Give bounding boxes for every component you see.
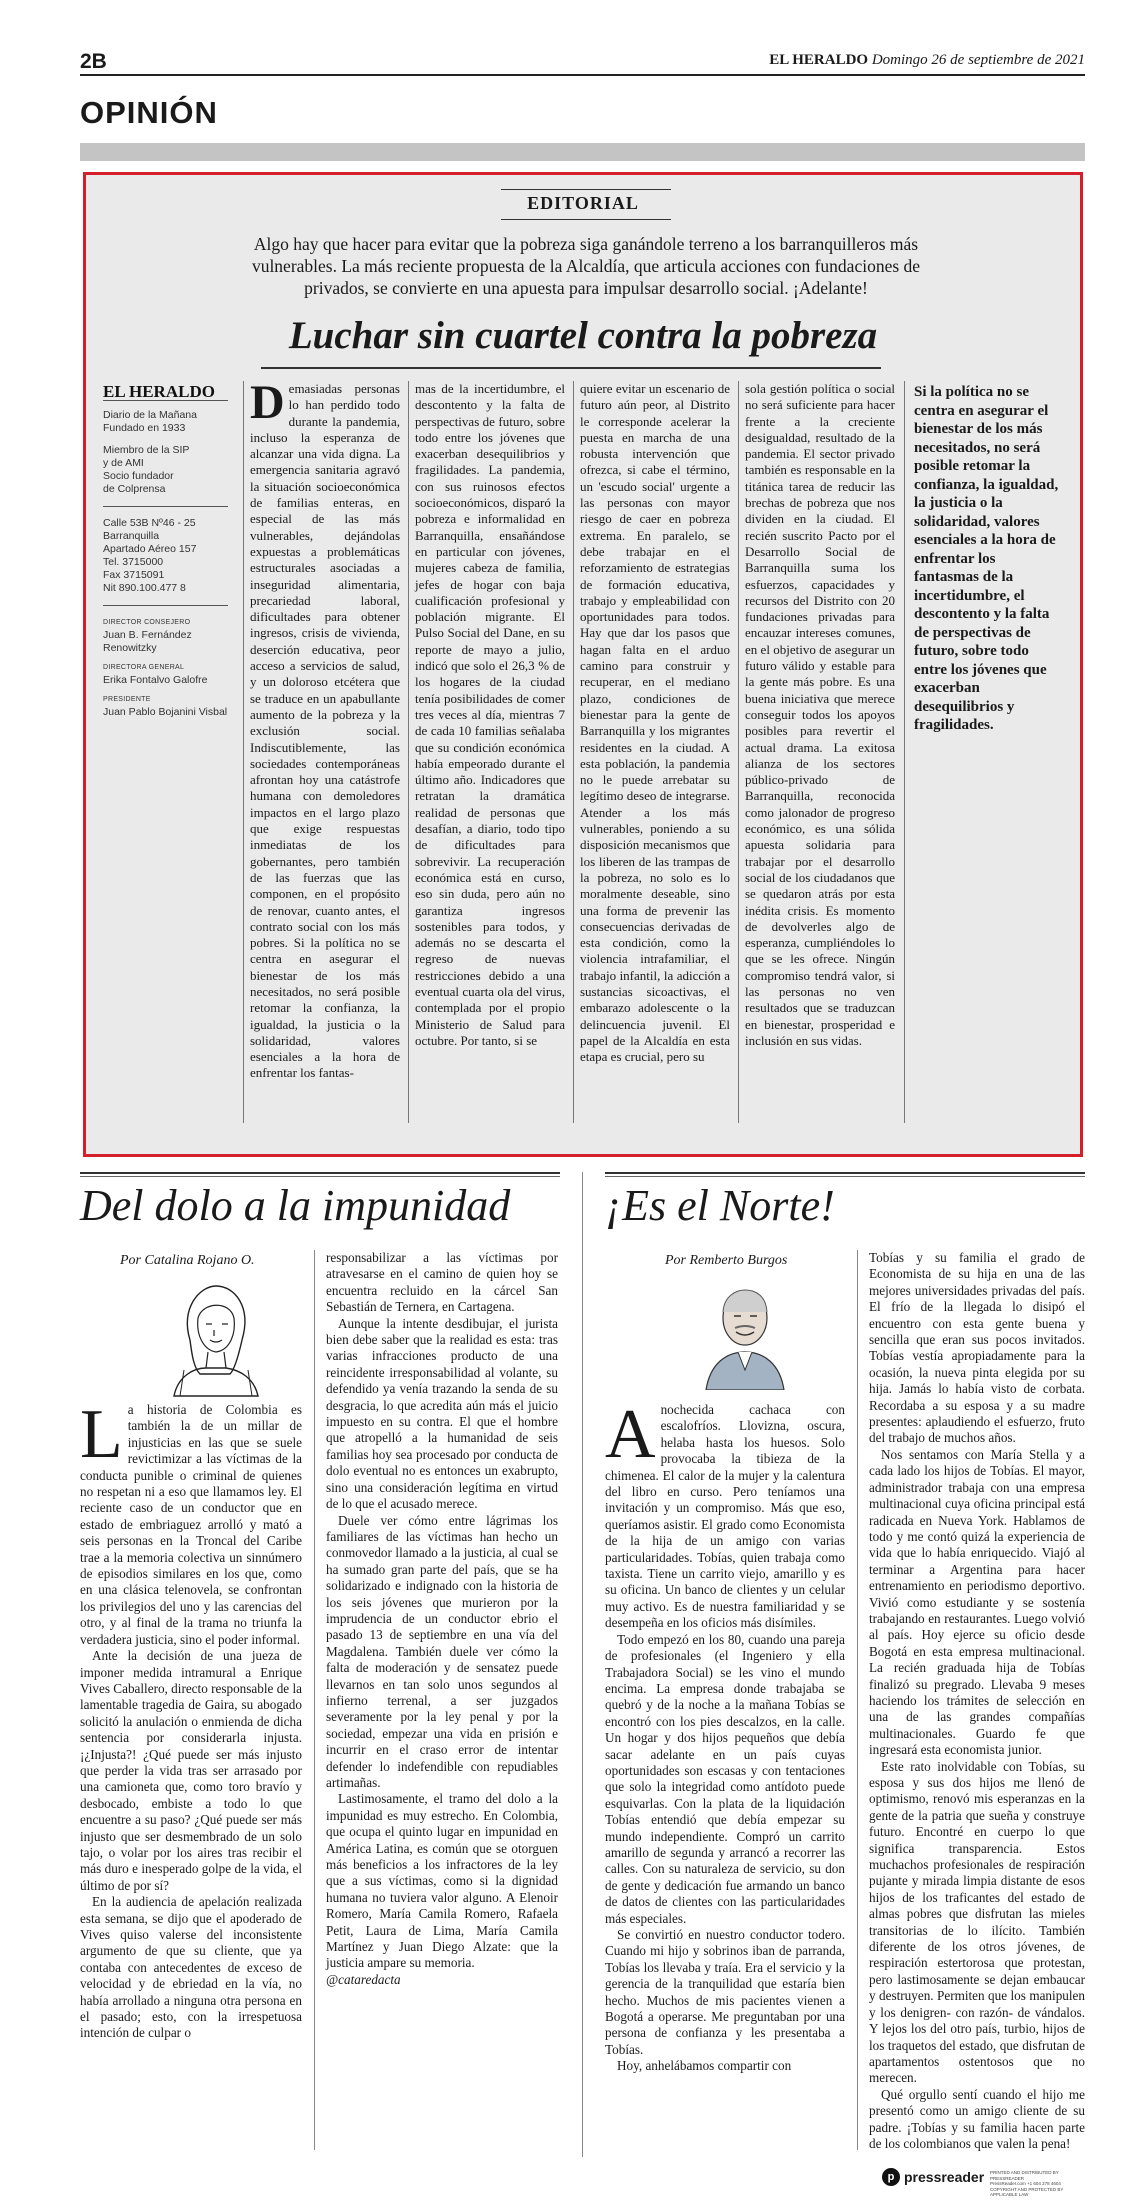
column-top-rule-thin bbox=[605, 1176, 1085, 1177]
paragraph: a historia de Colombia es también la de un millar de injusticias en las que se suele revictimizar a las víctimas de la conducta punible o criminal de quienes no respetan ni a eso que llamamos ley. El reciente caso de un conductor que en estado de embriaguez arrolló y mató a seis personas en la Troncal del Caribe trae a la memoria colectiva un sinnúmero de episodios similares en los que, como en una clásica telenovela, se confrontan los privilegios del uno y las carencias del otro, y al final de la trama no triunfa la verdadera justicia, sino el poder informal. bbox=[80, 1402, 302, 1647]
edition-date: Domingo 26 de septiembre de 2021 bbox=[871, 52, 1085, 68]
publication-name: EL HERALDO bbox=[769, 52, 869, 68]
fineprint-line: PressReader.com +1 604 278 4604 bbox=[990, 2181, 1061, 2186]
paragraph: Este rato inolvidable con Tobías, su esposa y sus dos hijos me llenó de optimismo, renovó mis esperanzas en la gente de la patria que sueña y construye futuro. Encontré en cuerpo lo que significa transparencia. Estos muchachos profesionales de respiración pujante y mirada limpia distante de esos hijos de los traficantes del estado de almas pobres que disfrutan las mieles transitorias de lo ilícito. También diferente de los otros jóvenes, de respiración estertorosa que protestan, pero lastimosamente se dejan embaucar y destruyen. Permiten que los manipulen y los denigren- con razón- de vándalos. Y lejos los del otro país, turbio, hijos de los traquetos del estado, que disfrutan de apartamentos ostentosos que no merecen. bbox=[869, 1758, 1085, 2086]
masthead-address: Fax 3715091 bbox=[103, 569, 165, 581]
kicker-rule-top bbox=[501, 189, 671, 190]
masthead-rule bbox=[103, 605, 228, 606]
editorial-column-3: quiere evitar un escenario de futuro aún peor, al Distrito le corresponde acelerar la puesta en marcha de una robusta intervención que ofrezca, si cabe el término, un 'escudo social' urgente a las personas con mayor riesgo de caer en pobreza extrema. En paralelo, se debe trabajar en el reforzamiento de estrategias de formación educativa, trabajo y empleabilidad con oportunidades para todos. Hay que dar los pasos que hagan falta en el arduo camino para construir y recuperar, en el mediano plazo, condiciones de bienestar para la gente de Barranquilla y los migrantes residentes en la ciudad. A esta población, la pandemia no le puede arrebatar su legítimo deseo de integrarse. Atender a los más vulnerables, poniendo a su disposición mecanismos que los liberen de las trampas de la pobreza, no solo es lo moralmente deseable, sino una forma de prevenir las consecuencias derivadas de esta condición, como la violencia intrafamiliar, el trabajo infantil, la adicción a sustancias sicoactivas, el embarazo adolescente o la delincuencia juvenil. El papel de la Alcaldía en esta etapa es crucial, pero su bbox=[580, 381, 730, 1065]
column-rule bbox=[904, 381, 905, 1123]
paragraph: Hoy, anhelábamos compartir con bbox=[617, 2058, 792, 2074]
column-rule bbox=[314, 1250, 315, 2150]
drop-cap: A bbox=[605, 1396, 656, 1473]
column-text: emasiadas personas lo han perdido todo durante la pandemia, incluso la esperanza de alcanzar una vida digna. La emergencia sanitaria agravó la situación socioeconómica de familias enteras, en especial de las más vulnerables, dejándolas expuestas a problemáticas estructurales asociadas a inseguridad alimentaria, precariedad laboral, dificultades para obtener ingresos, crisis de vivienda, deserción educativa, peor acceso a servicios de salud, y un doloroso etcétera que se traduce en un apabullante aumento de la pobreza y la exclusión social. Indiscutiblemente, las sociedades contemporáneas afrontan hoy una catástrofe humana con demoledores impactos en el largo plazo que exige respuestas inmediatas de los gobernantes, pero también de las fuerzas que las componen, en el propósito de renovar, cuanto antes, el contrato social con los más pobres. Si la política no se centra en asegurar el bienestar de los más necesitados, no será posible retomar la confianza, la igualdad, la justicia o la solidaridad, valores esenciales a la hora de enfrentar los fantas- bbox=[250, 381, 400, 1081]
masthead-line: de Colprensa bbox=[103, 483, 166, 495]
author-handle: @cataredacta bbox=[326, 1971, 401, 1987]
fineprint-line: COPYRIGHT AND PROTECTED BY APPLICABLE LAW bbox=[990, 2186, 1064, 2197]
editorial-column-1 bbox=[250, 376, 400, 1082]
paragraph: nochecida cachaca con escalofríos. Llovizna, oscura, helaba hasta los huesos. Solo provocaba la tibieza de la chimenea. El calor de la mujer y la calentura del libro en curso. Pero teníamos una invitación y un compromiso. Más que eso, queríamos asistir. El grado como Economista de la hija de un amigo con varias particularidades. Tobías, quien trabaja como taxista. Tiene un carrito viejo, amarillo y es su oficina. Un banco de clientes y un celular muy activo. Es de nuestra familiaridad y se desempeña en los oficios más disímiles. bbox=[605, 1402, 845, 1631]
masthead-person: Juan Pablo Bojanini Visbal bbox=[103, 706, 228, 718]
masthead-address: Barranquilla bbox=[103, 530, 160, 542]
column-right-title: ¡Es el Norte! bbox=[605, 1181, 835, 1230]
pressreader-brand: pressreader bbox=[904, 2169, 985, 2185]
masthead-role: DIRECTORA GENERAL bbox=[103, 664, 185, 671]
editorial-column-2: mas de la incertidumbre, el descontento y la falta de perspectivas de futuro, sobre todo entre los jóvenes que exacerban desequilibrios y fragilidades. La pandemia, con sus ruinosos efectos socioeconómicos, disparó la pobreza e informalidad en Barranquilla, ensañándose en particular con jóvenes, mujeres cabeza de familia, jefes de hogar con baja cualificación profesional y población migrante. El Pulso Social del Dane, en su reporte de mayo a julio, indicó que solo el 26,3 % de los hogares de la ciudad tenía posibilidades de comer tres veces al día, mientras 7 de cada 10 familias señalaba que su condición económica había empeorado durante el último año. Indicadores que retratan la dramática realidad de personas que desafían, a diario, todo tipo de dificultades para sobrevivir. La recuperación económica está en curso, eso sin duda, pero aún no garantiza ingresos sostenibles para todos, y además no se descarta el regreso de nuevas restricciones debido a una eventual cuarta ola del virus, contemplada por el propio Ministerio de Salud para octubre. Por tanto, si se bbox=[415, 381, 565, 1048]
author-portrait-icon bbox=[700, 1278, 790, 1390]
column-rule bbox=[243, 381, 244, 1123]
pressreader-logo bbox=[882, 2168, 984, 2186]
section-band bbox=[80, 143, 1085, 161]
paragraph: Nos sentamos con María Stella y a cada lado los hijos de Tobías. El mayor, administrador trabaja con una empresa multinacional cuya oficina principal está radicada en Nueva York. Hablamos de todo y me contó quizá la experiencia de vida que lo había enriquecido. Viajó al terminar a Argentina para hacer entrenamiento en periodismo deportivo. Vivió como estudiante y se sostenía trabajando en restaurantes. Luego volvió al país. Hoy ejerce su oficio desde Bogotá en esta empresa multinacional. La recién graduada hija de Tobías finalizó su pregrado. Llevaba 9 meses haciendo los trámites de selección en una de las grandes compañías multinacionales. Guardo fe que ingresará esta economista junior. bbox=[869, 1446, 1085, 1758]
paragraph: Lastimosamente, el tramo del dolo a la impunidad es muy estrecho. En Colombia, que ocupa el quinto lugar en impunidad en América Latina, es común que se otorguen más beneficios a los infractores de la ley que a sus víctimas, como si la dignidad humana no tuviera valor alguno. A Elenoir Romero, María Camila Romero, Rafaela Petit, Laura de Lima, María Camila Martínez y Juan Diego Alzate: que la justicia ampare su memoria. bbox=[326, 1791, 558, 1971]
masthead-line: y de AMI bbox=[103, 457, 144, 469]
header-publication-date bbox=[769, 52, 1085, 69]
column-top-rule bbox=[80, 1172, 560, 1174]
masthead-rule bbox=[103, 506, 228, 507]
column-right-text-1 bbox=[605, 1396, 845, 2075]
column-left-byline: Por Catalina Rojano O. bbox=[120, 1253, 255, 1268]
editorial-column-4: sola gestión política o social no será suficiente para hacer frente a la creciente desigualdad, resultado de la pandemia. El sector privado también es responsable en la titánica tarea de reducir las brechas de pobreza que nos dividen en la ciudad. El recién suscrito Pacto por el Desarrollo Social de Barranquilla suma los esfuerzos, capacidades y recursos del Distrito con 20 fundaciones privadas para encauzar intereses comunes, en el objetivo de asegurar un futuro válido y estable para la gente más pobre. Es una buena iniciativa que merece conseguir todos los apoyos posibles para revertir el actual drama. La exitosa alianza de los sectores público-privado de Barranquilla, reconocida como jalonador de progreso económico, es una sólida apuesta solidaria para trabajar por el desarrollo social de los ciudadanos que se quedaron atrás por esta inédita crisis. Es momento de devolverles algo de esperanza, cumpliéndoles lo que se les ofrece. Ningún compromiso tendrá valor, si las personas no ven resultados que se traduzcan en bienestar, prosperidad e inclusión en sus vidas. bbox=[745, 381, 895, 1048]
column-left-text-1 bbox=[80, 1396, 302, 2042]
fineprint-line: PRINTED AND DISTRIBUTED BY PRESSREADER bbox=[990, 2170, 1059, 2181]
paragraph: Todo empezó en los 80, cuando una pareja de profesionales (el Ingeniero y ella Trabajadora Social) se les vino el mundo encima. La empresa donde trabajaba se quebró y de la noche a la mañana Tobías se encontró con los pies descalzos, en la calle. Un hogar y dos hijos pequeños que debía sacar adelante en un país cuyas oportunidades son escasas y con tentaciones que solo la integridad como antídoto puede esquivarlas. Con la plata de la liquidación Tobías entendió que debía empezar su mundo independiente. Compró un carrito amarillo de segunda y arrancó a recorrer las calles. Con su naturaleza de servicio, su don de gente y dedicación fue armando un banco de datos de clientes con las particularidades más especiales. bbox=[605, 1631, 845, 1926]
paragraph: En la audiencia de apelación realizada esta semana, se dijo que el apoderado de Vives quiso valerse del inconsistente argumento de que su cliente, que ya contaba con antecedentes de exceso de velocidad y de ebriedad en la vía, no había arrollado a ninguna otra persona en el pasado; esto, con la irrespetuosa intención de culpar o bbox=[80, 1894, 302, 2041]
masthead-line: Fundado en 1933 bbox=[103, 422, 186, 434]
masthead-role: PRESIDENTE bbox=[103, 696, 151, 703]
masthead-line: Diario de la Mañana bbox=[103, 409, 197, 421]
pressreader-fineprint bbox=[990, 2170, 1090, 2198]
headline-rule bbox=[261, 367, 881, 369]
page-header bbox=[80, 50, 1085, 72]
paragraph: Ante la decisión de una jueza de imponer medida intramural a Enrique Vives Caballero, directo responsable de la lamentable tragedia de Gaira, su abogado solicitó la anulación o enmienda de dicha sentencia por considerarla injusta. ¡¿Injusta?! ¿Qué puede ser más injusto que perder la vida tras ser arrasado por una camioneta que, como toro bravío y desbocado, embiste a todo lo que encuentre a su paso? ¿Qué puede ser más injusto que ser desmembrado de un solo tajo, o volar por los aires tras recibir el más duro e inesperado golpe de la vida, el último de por sí? bbox=[80, 1648, 302, 1893]
page-number: 2B bbox=[80, 50, 107, 73]
masthead-logo: EL HERALDO bbox=[103, 385, 228, 401]
masthead-address: Tel. 3715000 bbox=[103, 556, 164, 568]
column-right-text-2 bbox=[869, 1250, 1085, 2152]
column-rule bbox=[573, 381, 574, 1123]
pressreader-icon: p bbox=[882, 2168, 900, 2186]
masthead-line: Socio fundador bbox=[103, 470, 174, 482]
masthead bbox=[103, 382, 228, 719]
editorial-kicker: EDITORIAL bbox=[527, 193, 639, 213]
page-divider bbox=[582, 1172, 583, 2157]
column-left-title: Del dolo a la impunidad bbox=[80, 1181, 511, 1230]
masthead-person: Erika Fontalvo Galofre bbox=[103, 674, 208, 686]
editorial-deck: Algo hay que hacer para evitar que la pobreza siga ganándole terreno a los barranquilleros más vulnerables. La más reciente propuesta de la Alcaldía, que articula acciones con fundaciones de privados, se convierte en una apuesta para impulsar desarrollo social. ¡Adelante! bbox=[251, 234, 921, 298]
editorial-pullquote: Si la política no se centra en asegurar el bienestar de los más necesitados, no será posible retomar la confianza, la igualdad, la justicia o la solidaridad, valores esenciales a la hora de enfrentar los fantasmas de la incertidumbre, el descontento y la falta de perspectivas de futuro, sobre todo entre los jóvenes que exacerban desequilibrios y fragilidades. bbox=[914, 384, 1059, 733]
paragraph: Aunque la intente desdibujar, el jurista bien debe saber que la realidad es esta: tras varias infracciones producto de una reincidente irresponsabilidad al volante, su defendido ya venía trazando la senda de su desgracia, lo que acredita aún más el juicio impuesto en su contra. El que el hombre que atropelló a la humanidad de seis familias hoy sea procesado por conducta de dolo eventual no es entonces un exabrupto, sino una consideración legítima en virtud de lo que el acusado merece. bbox=[326, 1315, 558, 1512]
masthead-address: Nit 890.100.477 8 bbox=[103, 582, 186, 594]
editorial-headline: Luchar sin cuartel contra la pobreza bbox=[288, 314, 878, 357]
author-portrait-icon bbox=[160, 1278, 270, 1398]
column-right-byline: Por Remberto Burgos bbox=[665, 1253, 788, 1268]
kicker-rule-bottom bbox=[501, 219, 671, 220]
paragraph: Qué orgullo sentí cuando el hijo me presentó como un amigo cliente de su padre. ¡Tobías y su familia hacen parte de los colombianos que valen la pena! bbox=[869, 2086, 1085, 2151]
masthead-role: DIRECTOR CONSEJERO bbox=[103, 619, 191, 626]
paragraph: responsabilizar a las víctimas por atravesarse en el camino de quien hoy se encuentra recluido en la cárcel San Sebastián de Ternera, en Cartagena. bbox=[326, 1250, 558, 1315]
column-top-rule bbox=[605, 1172, 1085, 1174]
column-left-text-2 bbox=[326, 1250, 558, 1988]
paragraph: Duele ver cómo entre lágrimas los familiares de las víctimas han hecho un conmovedor llamado a la justicia, al cual se ha sumado gran parte del país, que se ha solidarizado e indignado con la historia de los seis jóvenes que murieron por la imprudencia de un conductor ebrio el pasado 13 de septiembre en una vía del Magdalena. También duele ver cómo la falta de moderación y de sensatez puede llevarnos en tan solo unos segundos al infierno terrenal, a ser juzgados severamente por la ley penal y por la sociedad, empezar una vida en prisión e incurrir en el craso error de intentar defender lo indefendible con repudiables artimañas. bbox=[326, 1512, 558, 1790]
masthead-address: Apartado Aéreo 157 bbox=[103, 543, 197, 555]
drop-cap: D bbox=[250, 376, 285, 429]
paragraph: Se convirtió en nuestro conductor todero. Cuando mi hijo y sobrinos iban de parranda, Tobías los llevaba y traía. Era el servicio y la gerencia de la tranquilidad que estaría bien hecho. Muchos de mis pacientes vienen a Bogotá a operarse. Me preguntaban por una persona de confianza y les presentaba a Tobías. bbox=[605, 1927, 845, 2057]
column-rule bbox=[408, 381, 409, 1123]
column-top-rule-thin bbox=[80, 1176, 560, 1177]
header-rule bbox=[80, 74, 1085, 76]
column-rule bbox=[738, 381, 739, 1123]
paragraph: Tobías y su familia el grado de Economista de su hija en una de las mejores universidades privadas del país. El frío de la llegada lo disipó el encuentro con esta gente buena y sencilla que eran sus pocos invitados. Tobías vestía apropiadamente para la ocasión, la nueva pinta elegida por su hija. Jamás lo había visto de corbata. Recordaba a su esposa y a su madre presentes: aplaudiendo el esfuerzo, fruto del trabajo de muchos años. bbox=[869, 1250, 1085, 1446]
section-title: OPINIÓN bbox=[80, 95, 218, 130]
masthead-person: Juan B. Fernández Renowitzky bbox=[103, 629, 192, 654]
editorial-box bbox=[83, 172, 1083, 1157]
column-rule bbox=[857, 1250, 858, 2150]
masthead-address: Calle 53B Nº46 - 25 bbox=[103, 517, 196, 529]
drop-cap: L bbox=[80, 1396, 123, 1473]
masthead-line: Miembro de la SIP bbox=[103, 444, 190, 456]
